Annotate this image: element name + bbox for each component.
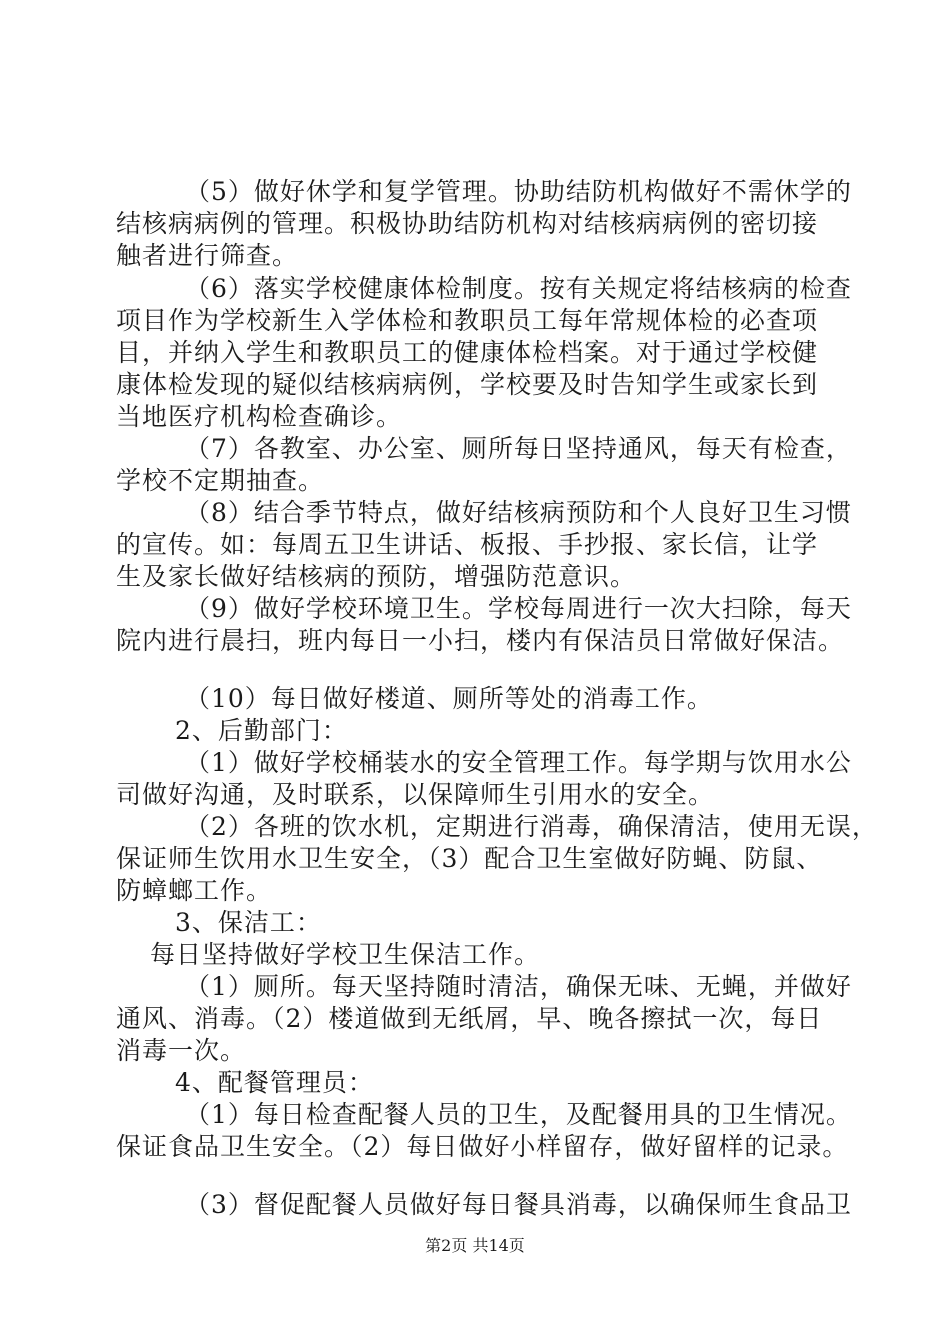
paragraph-line: 目，并纳入学生和教职员工的健康体检档案。对于通过学校健 <box>116 338 819 367</box>
paragraph-line: 消毒一次。 <box>116 1036 247 1065</box>
paragraph-line: 当地医疗机构检查确诊。 <box>116 402 403 431</box>
paragraph-line: 结核病病例的管理。积极协助结防机构对结核病病例的密切接 <box>116 209 819 238</box>
paragraph-line: 生及家长做好结核病的预防，增强防范意识。 <box>116 562 637 591</box>
paragraph-line: 保证食品卫生安全。（2）每日做好小样留存，做好留样的记录。 <box>116 1132 849 1161</box>
section-heading: 4、配餐管理员： <box>175 1068 374 1097</box>
paragraph-line: （6）落实学校健康体检制度。按有关规定将结核病的检查 <box>185 274 852 303</box>
paragraph-line: （9）做好学校环境卫生。学校每周进行一次大扫除，每天 <box>185 594 852 623</box>
paragraph-line: （10）每日做好楼道、厕所等处的消毒工作。 <box>185 684 713 713</box>
paragraph-line: （5）做好休学和复学管理。协助结防机构做好不需休学的 <box>185 177 852 206</box>
page-number-footer: 第2页 共14页 <box>425 1236 525 1255</box>
paragraph-line: 学校不定期抽查。 <box>116 466 325 495</box>
paragraph-line: （3）督促配餐人员做好每日餐具消毒，以确保师生食品卫 <box>185 1190 852 1219</box>
paragraph-line: 项目作为学校新生入学体检和教职员工每年常规体检的必查项 <box>116 306 819 335</box>
paragraph-line: 司做好沟通，及时联系，以保障师生引用水的安全。 <box>116 780 715 809</box>
paragraph-line: （1）厕所。每天坚持随时清洁，确保无味、无蝇，并做好 <box>185 972 852 1001</box>
paragraph-line: 的宣传。如：每周五卫生讲话、板报、手抄报、家长信，让学 <box>116 530 819 559</box>
section-heading: 3、保洁工： <box>175 908 322 937</box>
paragraph-line: 院内进行晨扫，班内每日一小扫，楼内有保洁员日常做好保洁。 <box>116 626 845 655</box>
paragraph-line: 康体检发现的疑似结核病病例，学校要及时告知学生或家长到 <box>116 370 819 399</box>
paragraph-line: 触者进行筛查。 <box>116 241 299 270</box>
paragraph-line: （8）结合季节特点，做好结核病预防和个人良好卫生习惯 <box>185 498 852 527</box>
paragraph-line: （7）各教室、办公室、厕所每日坚持通风，每天有检查， <box>185 434 852 463</box>
paragraph-line: （1）每日检查配餐人员的卫生，及配餐用具的卫生情况。 <box>185 1100 852 1129</box>
section-heading: 2、后勤部门： <box>175 716 348 745</box>
paragraph-line: 防蟑螂工作。 <box>116 876 273 905</box>
paragraph-line: 通风、消毒。（2）楼道做到无纸屑，早、晚各擦拭一次，每日 <box>116 1004 823 1033</box>
paragraph-line: （2）各班的饮水机，定期进行消毒，确保清洁，使用无误， <box>185 812 878 841</box>
paragraph-line: 保证师生饮用水卫生安全，（3）配合卫生室做好防蝇、防鼠、 <box>116 844 823 873</box>
paragraph-line: 每日坚持做好学校卫生保洁工作。 <box>150 940 541 969</box>
paragraph-line: （1）做好学校桶装水的安全管理工作。每学期与饮用水公 <box>185 748 852 777</box>
